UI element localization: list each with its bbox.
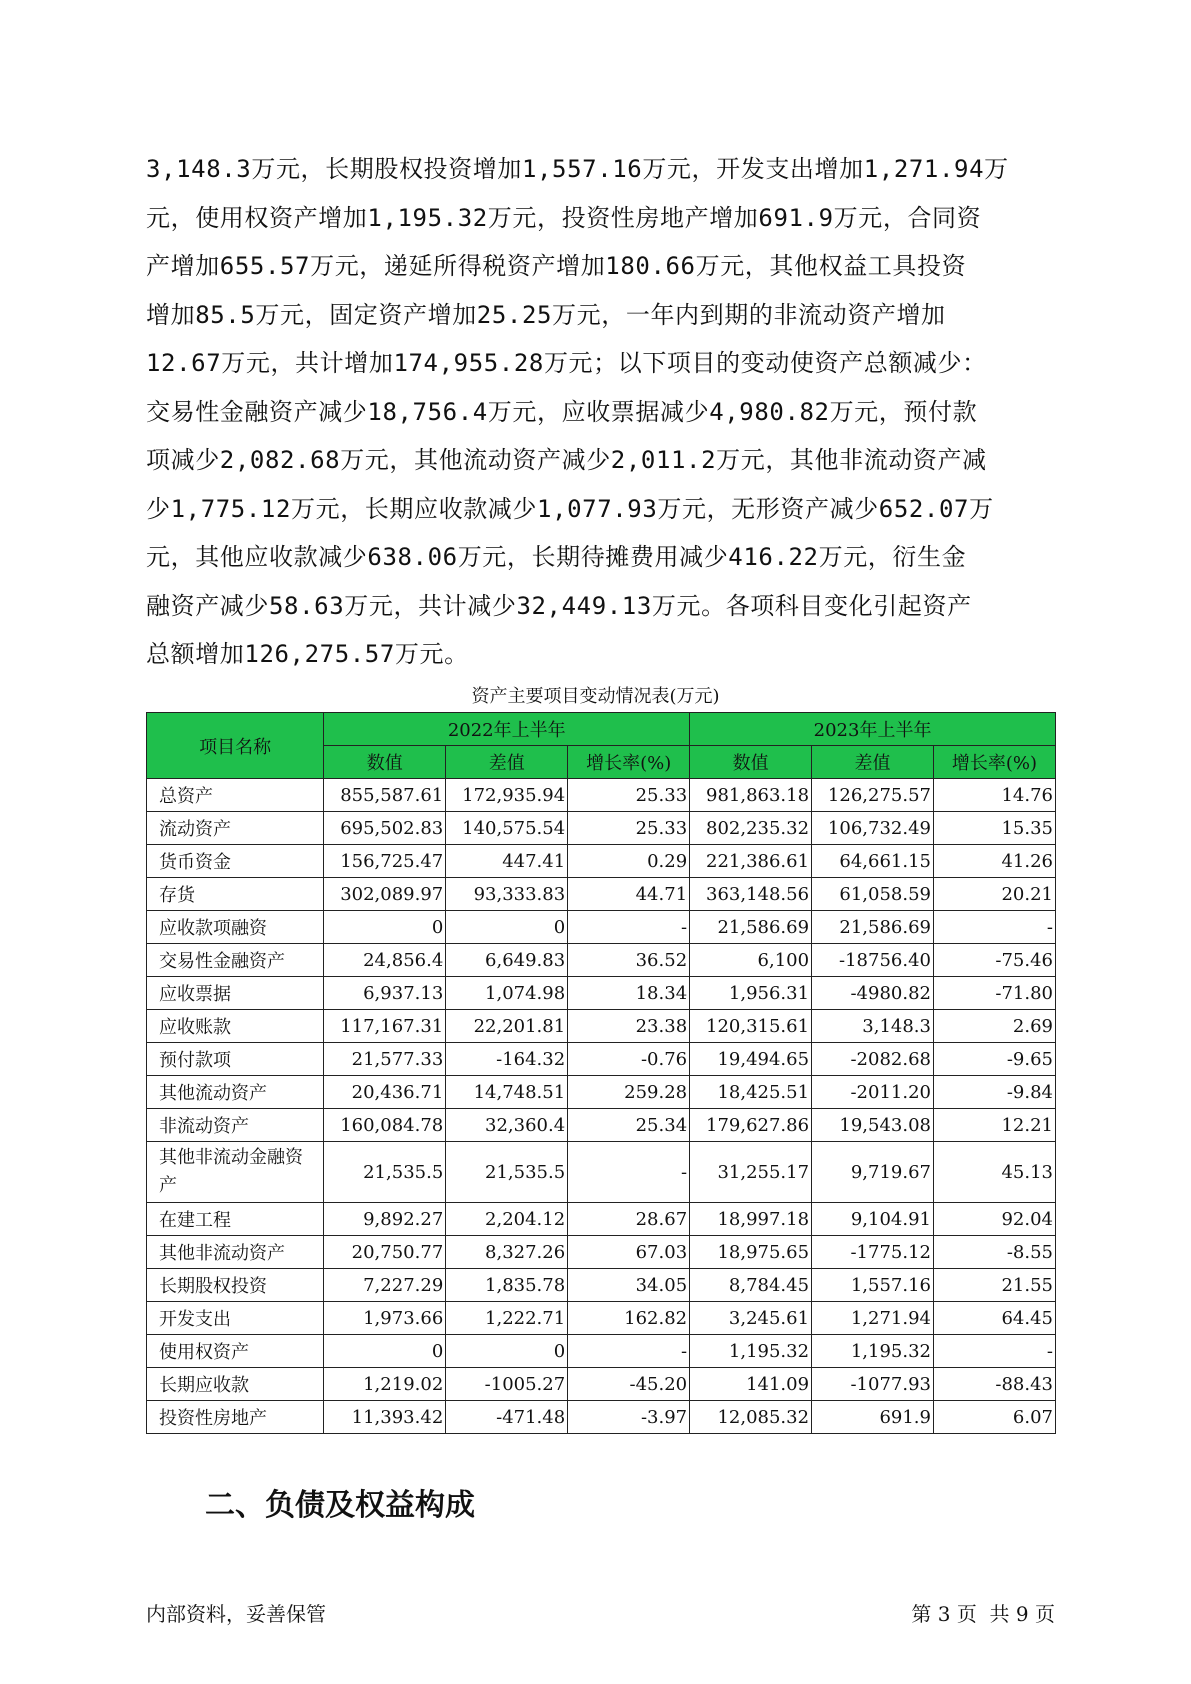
cell-value-2023: 1,195.32 xyxy=(690,1335,812,1368)
table-row xyxy=(147,1109,1056,1142)
header-item-name: 项目名称 xyxy=(147,713,324,779)
cell-growth-2023: 20.21 xyxy=(933,878,1055,911)
cell-value-2023: 19,494.65 xyxy=(690,1043,812,1076)
cell-value-2022: 20,750.77 xyxy=(324,1236,446,1269)
table-row xyxy=(147,1043,1056,1076)
cell-value-2022: 9,892.27 xyxy=(324,1203,446,1236)
table-row xyxy=(147,878,1056,911)
cell-growth-2023: 12.21 xyxy=(933,1109,1055,1142)
cell-value-2023: 981,863.18 xyxy=(690,779,812,812)
cell-diff-2022: 6,649.83 xyxy=(446,944,568,977)
cell-item-name: 应收票据 xyxy=(147,977,324,1010)
cell-diff-2023: -18756.40 xyxy=(812,944,934,977)
table-caption: 资产主要项目变动情况表(万元) xyxy=(471,686,720,707)
table-row xyxy=(147,1203,1056,1236)
table-row xyxy=(147,845,1056,878)
cell-growth-2022: -0.76 xyxy=(568,1043,690,1076)
cell-value-2022: 24,856.4 xyxy=(324,944,446,977)
cell-growth-2023: - xyxy=(933,911,1055,944)
cell-growth-2023: -9.65 xyxy=(933,1043,1055,1076)
cell-growth-2022: - xyxy=(568,1335,690,1368)
cell-diff-2023: 691.9 xyxy=(812,1401,934,1434)
paragraph-line: 总额增加126,275.57万元。 xyxy=(146,640,469,668)
cell-diff-2022: 32,360.4 xyxy=(446,1109,568,1142)
header-diff: 差值 xyxy=(446,746,568,779)
asset-change-table xyxy=(146,712,1056,1434)
cell-growth-2022: 23.38 xyxy=(568,1010,690,1043)
cell-value-2022: 21,577.33 xyxy=(324,1043,446,1076)
cell-item-name: 流动资产 xyxy=(147,812,324,845)
cell-growth-2022: 34.05 xyxy=(568,1269,690,1302)
paragraph-line: 增加85.5万元，固定资产增加25.25万元，一年内到期的非流动资产增加 xyxy=(146,300,946,329)
cell-item-name: 其他非流动金融资产 xyxy=(147,1142,324,1203)
cell-diff-2023: 3,148.3 xyxy=(812,1010,934,1043)
header-diff: 差值 xyxy=(812,746,934,779)
cell-value-2022: 11,393.42 xyxy=(324,1401,446,1434)
cell-growth-2022: 67.03 xyxy=(568,1236,690,1269)
cell-value-2022: 160,084.78 xyxy=(324,1109,446,1142)
cell-diff-2023: -2011.20 xyxy=(812,1076,934,1109)
cell-growth-2023: 92.04 xyxy=(933,1203,1055,1236)
header-value: 数值 xyxy=(324,746,446,779)
cell-diff-2023: 64,661.15 xyxy=(812,845,934,878)
cell-growth-2022: -3.97 xyxy=(568,1401,690,1434)
cell-growth-2022: 25.34 xyxy=(568,1109,690,1142)
cell-diff-2022: 172,935.94 xyxy=(446,779,568,812)
cell-diff-2023: 9,719.67 xyxy=(812,1142,934,1203)
cell-item-name: 开发支出 xyxy=(147,1302,324,1335)
cell-growth-2022: 162.82 xyxy=(568,1302,690,1335)
paragraph-line: 元，使用权资产增加1,195.32万元，投资性房地产增加691.9万元，合同资 xyxy=(146,203,982,232)
cell-growth-2022: - xyxy=(568,1142,690,1203)
cell-value-2023: 1,956.31 xyxy=(690,977,812,1010)
cell-value-2022: 1,973.66 xyxy=(324,1302,446,1335)
cell-item-name: 预付款项 xyxy=(147,1043,324,1076)
cell-growth-2023: 15.35 xyxy=(933,812,1055,845)
cell-diff-2022: 21,535.5 xyxy=(446,1142,568,1203)
table-row xyxy=(147,779,1056,812)
table-row xyxy=(147,1269,1056,1302)
cell-diff-2022: 2,204.12 xyxy=(446,1203,568,1236)
cell-value-2023: 31,255.17 xyxy=(690,1142,812,1203)
cell-item-name: 应收款项融资 xyxy=(147,911,324,944)
cell-diff-2022: -164.32 xyxy=(446,1043,568,1076)
table-row xyxy=(147,1368,1056,1401)
cell-value-2023: 179,627.86 xyxy=(690,1109,812,1142)
table-row xyxy=(147,944,1056,977)
cell-growth-2022: - xyxy=(568,911,690,944)
cell-diff-2023: 1,557.16 xyxy=(812,1269,934,1302)
cell-growth-2023: 45.13 xyxy=(933,1142,1055,1203)
footer-confidential-note: 内部资料，妥善保管 xyxy=(146,1602,326,1626)
cell-growth-2023: 41.26 xyxy=(933,845,1055,878)
cell-diff-2023: 126,275.57 xyxy=(812,779,934,812)
cell-value-2022: 117,167.31 xyxy=(324,1010,446,1043)
cell-growth-2022: 28.67 xyxy=(568,1203,690,1236)
cell-item-name: 其他非流动资产 xyxy=(147,1236,324,1269)
cell-growth-2023: 2.69 xyxy=(933,1010,1055,1043)
cell-value-2023: 21,586.69 xyxy=(690,911,812,944)
cell-growth-2023: 21.55 xyxy=(933,1269,1055,1302)
header-period-2022: 2022年上半年 xyxy=(324,713,690,746)
cell-value-2023: 3,245.61 xyxy=(690,1302,812,1335)
paragraph-line: 12.67万元，共计增加174,955.28万元；以下项目的变动使资产总额减少： xyxy=(146,349,987,377)
table-row xyxy=(147,1236,1056,1269)
cell-value-2022: 6,937.13 xyxy=(324,977,446,1010)
header-growth: 增长率(%) xyxy=(933,746,1055,779)
table-row xyxy=(147,1010,1056,1043)
cell-value-2022: 0 xyxy=(324,1335,446,1368)
cell-value-2023: 120,315.61 xyxy=(690,1010,812,1043)
cell-value-2022: 21,535.5 xyxy=(324,1142,446,1203)
table-row xyxy=(147,1335,1056,1368)
cell-growth-2023: -8.55 xyxy=(933,1236,1055,1269)
cell-diff-2022: 447.41 xyxy=(446,845,568,878)
cell-diff-2022: 0 xyxy=(446,911,568,944)
cell-item-name: 总资产 xyxy=(147,779,324,812)
cell-value-2023: 18,997.18 xyxy=(690,1203,812,1236)
cell-growth-2023: 6.07 xyxy=(933,1401,1055,1434)
paragraph-line: 少1,775.12万元，长期应收款减少1,077.93万元，无形资产减少652.07万 xyxy=(146,494,994,523)
cell-value-2022: 695,502.83 xyxy=(324,812,446,845)
cell-value-2023: 12,085.32 xyxy=(690,1401,812,1434)
cell-growth-2023: 14.76 xyxy=(933,779,1055,812)
header-value: 数值 xyxy=(690,746,812,779)
cell-diff-2022: 8,327.26 xyxy=(446,1236,568,1269)
cell-value-2022: 302,089.97 xyxy=(324,878,446,911)
table-row xyxy=(147,1302,1056,1335)
cell-value-2023: 802,235.32 xyxy=(690,812,812,845)
cell-growth-2023: -88.43 xyxy=(933,1368,1055,1401)
cell-diff-2023: 1,271.94 xyxy=(812,1302,934,1335)
paragraph-line: 3,148.3万元，长期股权投资增加1,557.16万元，开发支出增加1,271.94万 xyxy=(146,155,1009,183)
table-row xyxy=(147,1076,1056,1109)
cell-diff-2023: -1077.93 xyxy=(812,1368,934,1401)
cell-value-2022: 20,436.71 xyxy=(324,1076,446,1109)
cell-diff-2023: 1,195.32 xyxy=(812,1335,934,1368)
cell-value-2022: 7,227.29 xyxy=(324,1269,446,1302)
cell-value-2022: 156,725.47 xyxy=(324,845,446,878)
cell-value-2023: 141.09 xyxy=(690,1368,812,1401)
cell-diff-2023: 61,058.59 xyxy=(812,878,934,911)
cell-value-2023: 18,425.51 xyxy=(690,1076,812,1109)
cell-value-2023: 8,784.45 xyxy=(690,1269,812,1302)
cell-item-name: 货币资金 xyxy=(147,845,324,878)
cell-growth-2023: - xyxy=(933,1335,1055,1368)
cell-item-name: 应收账款 xyxy=(147,1010,324,1043)
cell-growth-2022: 36.52 xyxy=(568,944,690,977)
cell-growth-2023: -71.80 xyxy=(933,977,1055,1010)
cell-diff-2022: 140,575.54 xyxy=(446,812,568,845)
cell-diff-2023: 106,732.49 xyxy=(812,812,934,845)
footer-page-number: 第 3 页 共 9 页 xyxy=(911,1602,1055,1626)
paragraph-line: 产增加655.57万元，递延所得税资产增加180.66万元，其他权益工具投资 xyxy=(146,252,967,280)
cell-value-2023: 6,100 xyxy=(690,944,812,977)
cell-diff-2022: 1,835.78 xyxy=(446,1269,568,1302)
cell-diff-2023: 9,104.91 xyxy=(812,1203,934,1236)
cell-value-2022: 1,219.02 xyxy=(324,1368,446,1401)
cell-value-2023: 221,386.61 xyxy=(690,845,812,878)
cell-diff-2023: -2082.68 xyxy=(812,1043,934,1076)
cell-growth-2023: -9.84 xyxy=(933,1076,1055,1109)
paragraph-line: 融资产减少58.63万元，共计减少32,449.13万元。各项科目变化引起资产 xyxy=(146,591,972,620)
table-body xyxy=(147,779,1056,1434)
cell-diff-2022: -1005.27 xyxy=(446,1368,568,1401)
cell-item-name: 交易性金融资产 xyxy=(147,944,324,977)
cell-diff-2022: -471.48 xyxy=(446,1401,568,1434)
cell-value-2023: 363,148.56 xyxy=(690,878,812,911)
cell-diff-2022: 1,074.98 xyxy=(446,977,568,1010)
cell-diff-2022: 1,222.71 xyxy=(446,1302,568,1335)
table-row xyxy=(147,911,1056,944)
cell-item-name: 存货 xyxy=(147,878,324,911)
table-row xyxy=(147,1401,1056,1434)
cell-value-2022: 855,587.61 xyxy=(324,779,446,812)
cell-item-name: 投资性房地产 xyxy=(147,1401,324,1434)
paragraph-line: 元，其他应收款减少638.06万元，长期待摊费用减少416.22万元，衍生金 xyxy=(146,543,967,571)
cell-diff-2022: 93,333.83 xyxy=(446,878,568,911)
cell-growth-2022: 18.34 xyxy=(568,977,690,1010)
cell-value-2023: 18,975.65 xyxy=(690,1236,812,1269)
paragraph-line: 项减少2,082.68万元，其他流动资产减少2,011.2万元，其他非流动资产减 xyxy=(146,446,987,474)
cell-growth-2022: 25.33 xyxy=(568,779,690,812)
cell-item-name: 长期股权投资 xyxy=(147,1269,324,1302)
cell-growth-2022: 0.29 xyxy=(568,845,690,878)
cell-item-name: 非流动资产 xyxy=(147,1109,324,1142)
cell-diff-2023: 19,543.08 xyxy=(812,1109,934,1142)
cell-growth-2023: -75.46 xyxy=(933,944,1055,977)
table-row xyxy=(147,812,1056,845)
cell-diff-2023: 21,586.69 xyxy=(812,911,934,944)
table-row xyxy=(147,1142,1056,1203)
cell-growth-2022: -45.20 xyxy=(568,1368,690,1401)
cell-item-name: 其他流动资产 xyxy=(147,1076,324,1109)
cell-diff-2022: 22,201.81 xyxy=(446,1010,568,1043)
body-paragraph xyxy=(146,145,1061,679)
cell-growth-2022: 25.33 xyxy=(568,812,690,845)
cell-diff-2022: 0 xyxy=(446,1335,568,1368)
table-row xyxy=(147,977,1056,1010)
cell-diff-2023: -4980.82 xyxy=(812,977,934,1010)
paragraph-line: 交易性金融资产减少18,756.4万元，应收票据减少4,980.82万元，预付款 xyxy=(146,397,978,426)
cell-growth-2022: 259.28 xyxy=(568,1076,690,1109)
section-heading: 二、负债及权益构成 xyxy=(205,1488,475,1523)
cell-item-name: 使用权资产 xyxy=(147,1335,324,1368)
cell-growth-2022: 44.71 xyxy=(568,878,690,911)
cell-diff-2023: -1775.12 xyxy=(812,1236,934,1269)
cell-item-name: 在建工程 xyxy=(147,1203,324,1236)
cell-diff-2022: 14,748.51 xyxy=(446,1076,568,1109)
cell-growth-2023: 64.45 xyxy=(933,1302,1055,1335)
header-growth: 增长率(%) xyxy=(568,746,690,779)
cell-item-name: 长期应收款 xyxy=(147,1368,324,1401)
cell-value-2022: 0 xyxy=(324,911,446,944)
header-period-2023: 2023年上半年 xyxy=(690,713,1056,746)
